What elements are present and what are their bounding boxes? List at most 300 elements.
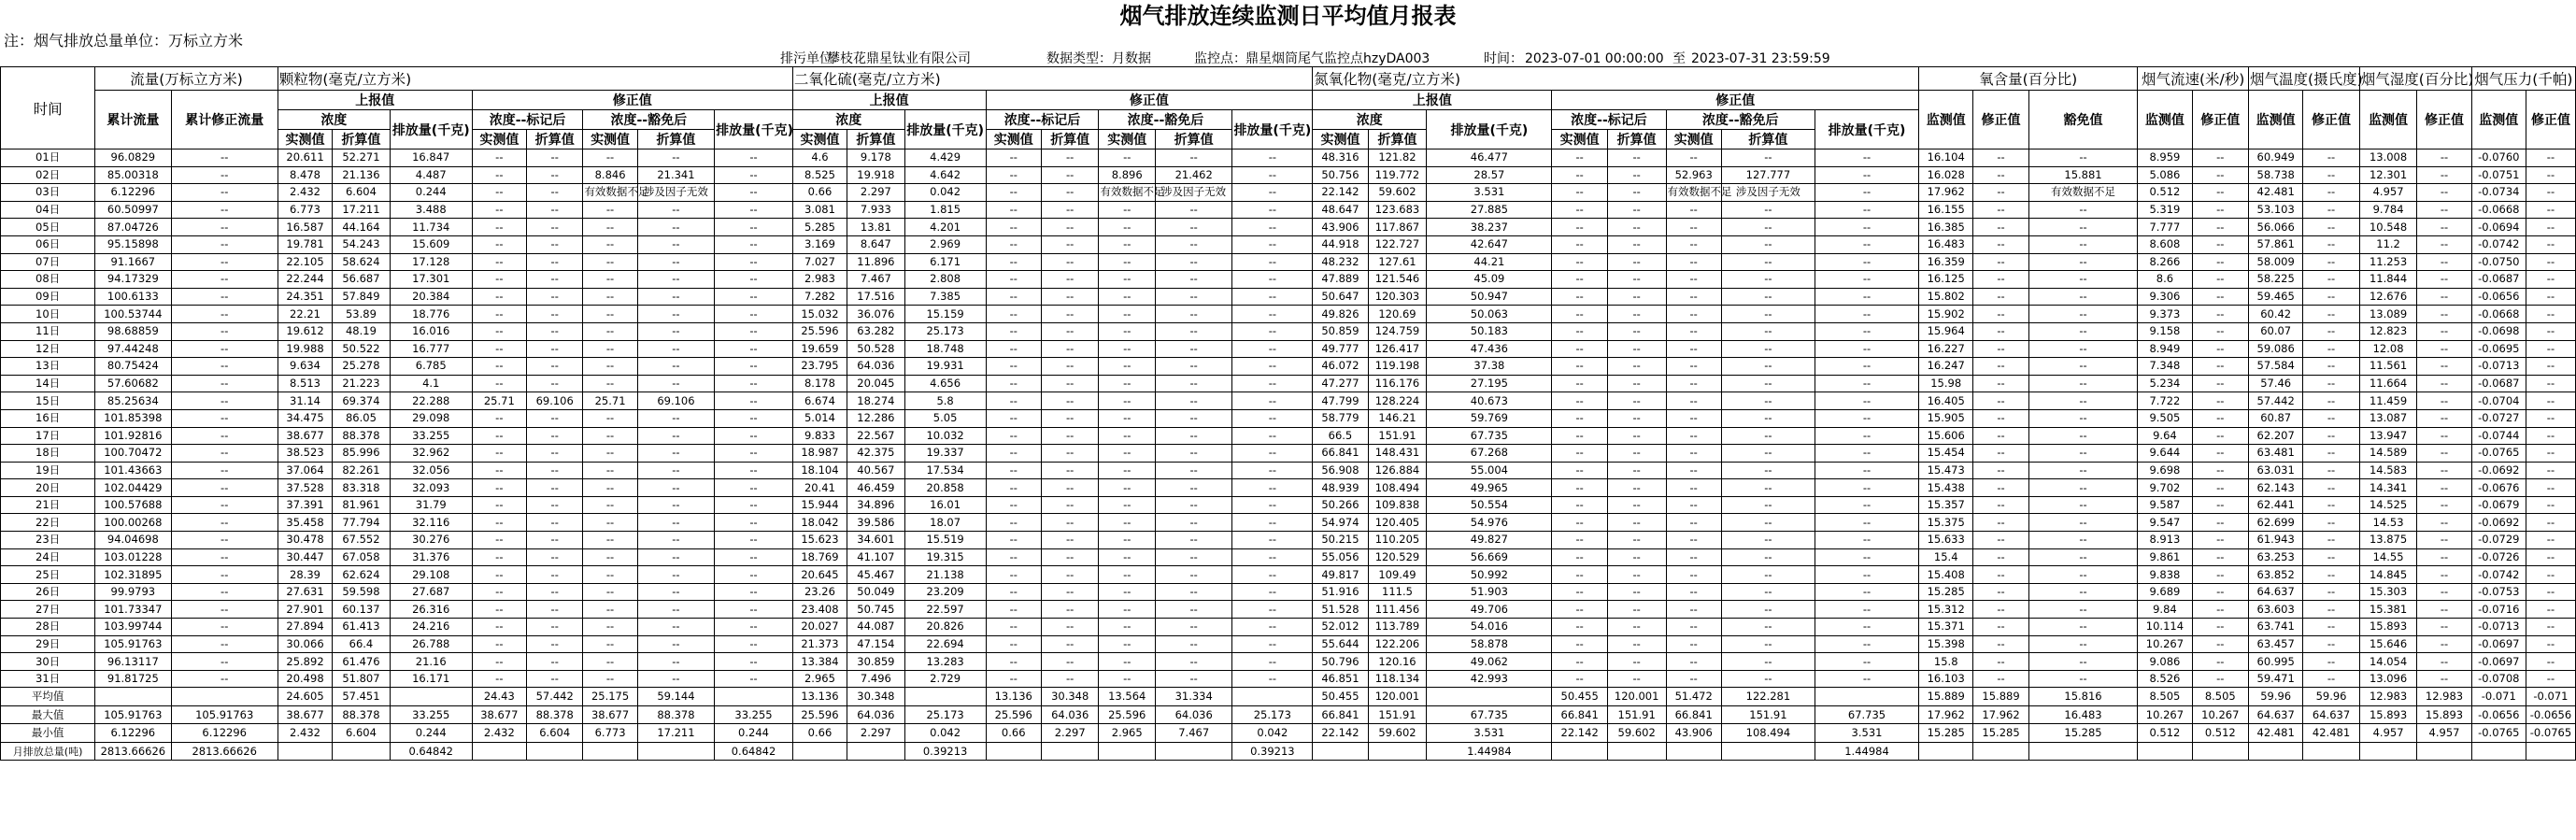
table-cell: --: [1815, 322, 1918, 340]
table-cell: 7.282: [792, 288, 847, 306]
row-label-cell: 04日: [1, 201, 95, 219]
table-cell: [171, 688, 278, 706]
table-cell: --: [171, 253, 278, 271]
table-cell: --: [637, 358, 714, 376]
table-cell: 58.009: [2249, 253, 2303, 271]
table-cell: 101.43663: [95, 462, 171, 479]
table-cell: --: [1232, 409, 1313, 427]
table-cell: --: [1552, 288, 1607, 306]
table-cell: 9.861: [2138, 548, 2192, 566]
table-cell: --: [1815, 235, 1918, 253]
table-cell: --: [1666, 583, 1721, 601]
table-cell: 80.75424: [95, 358, 171, 376]
so2-corrected-header: 修正值: [986, 91, 1313, 110]
table-cell: --: [715, 532, 793, 549]
table-cell: 32.962: [390, 445, 472, 463]
table-cell: 55.644: [1313, 635, 1368, 653]
table-cell: --: [2303, 601, 2359, 619]
table-cell: --: [2303, 219, 2359, 236]
table-cell: -0.0704: [2471, 392, 2526, 410]
table-cell: 38.237: [1427, 219, 1552, 236]
table-row: [1, 306, 2576, 323]
table-cell: --: [526, 166, 582, 184]
table-cell: --: [2526, 445, 2575, 463]
table-cell: 64.637: [2249, 583, 2303, 601]
table-cell: 77.794: [333, 514, 391, 532]
table-cell: --: [715, 619, 793, 636]
table-cell: --: [2417, 271, 2471, 289]
table-cell: --: [1666, 601, 1721, 619]
table-cell: 9.702: [2138, 479, 2192, 497]
table-cell: -0.0668: [2471, 306, 2526, 323]
table-cell: [1815, 688, 1918, 706]
row-label-cell: 最大值: [1, 705, 95, 724]
table-cell: --: [526, 514, 582, 532]
table-cell: --: [2028, 479, 2138, 497]
table-cell: --: [1099, 583, 1155, 601]
table-cell: --: [2526, 653, 2575, 671]
table-cell: 59.598: [333, 583, 391, 601]
table-cell: --: [2028, 201, 2138, 219]
table-cell: 52.963: [1666, 166, 1721, 184]
table-cell: --: [1041, 462, 1099, 479]
table-cell: 128.224: [1368, 392, 1427, 410]
table-cell: 121.82: [1368, 149, 1427, 167]
table-cell: 3.081: [792, 201, 847, 219]
table-cell: --: [583, 201, 637, 219]
table-cell: --: [1155, 427, 1231, 445]
row-label-cell: 31日: [1, 670, 95, 688]
table-cell: --: [526, 635, 582, 653]
table-cell: --: [1552, 583, 1607, 601]
table-cell: 18.748: [904, 340, 986, 358]
table-cell: --: [986, 201, 1041, 219]
table-cell: --: [637, 253, 714, 271]
table-cell: --: [2417, 184, 2471, 202]
table-cell: 25.596: [1099, 705, 1155, 724]
table-cell: 19.918: [847, 166, 905, 184]
table-cell: --: [583, 496, 637, 514]
table-row: [1, 462, 2576, 479]
table-cell: 91.1667: [95, 253, 171, 271]
table-cell: 5.014: [792, 409, 847, 427]
table-cell: --: [1973, 392, 2028, 410]
table-cell: --: [2303, 635, 2359, 653]
table-row: [1, 653, 2576, 671]
table-cell: 14.583: [2359, 462, 2417, 479]
row-label-cell: 26日: [1, 583, 95, 601]
table-cell: 20.611: [278, 149, 332, 167]
table-cell: --: [1099, 619, 1155, 636]
table-cell: --: [1815, 409, 1918, 427]
table-cell: 7.722: [2138, 392, 2192, 410]
table-cell: 67.268: [1427, 445, 1552, 463]
table-cell: --: [1155, 670, 1231, 688]
pressure-measured-header: 监测值: [2471, 91, 2526, 149]
table-cell: 15.438: [1919, 479, 1973, 497]
table-cell: --: [472, 322, 526, 340]
table-cell: [904, 688, 986, 706]
table-row: [1, 392, 2576, 410]
table-cell: 146.21: [1368, 409, 1427, 427]
table-cell: --: [1607, 601, 1666, 619]
table-cell: [1155, 742, 1231, 761]
table-cell: --: [1815, 253, 1918, 271]
table-cell: 120.405: [1368, 514, 1427, 532]
table-cell: --: [1041, 358, 1099, 376]
table-cell: --: [1232, 271, 1313, 289]
table-cell: 4.656: [904, 375, 986, 392]
table-cell: 15.285: [1973, 724, 2028, 743]
table-cell: [2359, 742, 2417, 761]
table-cell: 6.604: [526, 724, 582, 743]
table-cell: --: [472, 601, 526, 619]
table-cell: --: [2417, 583, 2471, 601]
table-cell: --: [2417, 235, 2471, 253]
table-cell: 12.983: [2417, 688, 2471, 706]
table-cell: 59.086: [2249, 340, 2303, 358]
table-cell: 22.288: [390, 392, 472, 410]
table-cell: 64.036: [847, 705, 905, 724]
temperature-header: 烟气温度(摄氏度): [2249, 67, 2360, 91]
table-cell: --: [2526, 548, 2575, 566]
table-cell: --: [1099, 392, 1155, 410]
table-cell: 6.12296: [95, 724, 171, 743]
table-cell: 119.198: [1368, 358, 1427, 376]
table-cell: --: [2417, 375, 2471, 392]
table-cell: --: [1552, 253, 1607, 271]
table-cell: --: [2192, 375, 2248, 392]
table-cell: --: [2303, 462, 2359, 479]
table-cell: --: [526, 496, 582, 514]
table-cell: 87.04726: [95, 219, 171, 236]
table-cell: --: [1155, 635, 1231, 653]
table-cell: 88.378: [637, 705, 714, 724]
table-cell: --: [1232, 340, 1313, 358]
table-cell: 51.903: [1427, 583, 1552, 601]
row-label-cell: 11日: [1, 322, 95, 340]
row-label-cell: 30日: [1, 653, 95, 671]
table-cell: 15.609: [390, 235, 472, 253]
table-cell: 2813.66626: [171, 742, 278, 761]
table-cell: 151.91: [1368, 427, 1427, 445]
table-cell: 4.6: [792, 149, 847, 167]
table-cell: -0.0656: [2526, 705, 2575, 724]
table-cell: --: [2417, 149, 2471, 167]
table-cell: --: [1155, 219, 1231, 236]
table-cell: 42.993: [1427, 670, 1552, 688]
table-cell: --: [1666, 253, 1721, 271]
table-cell: --: [2417, 253, 2471, 271]
table-cell: --: [2303, 375, 2359, 392]
humidity-corrected-header: 修正值: [2417, 91, 2471, 149]
table-cell: --: [1232, 392, 1313, 410]
table-cell: --: [2028, 427, 2138, 445]
table-cell: --: [2192, 271, 2248, 289]
table-cell: 6.171: [904, 253, 986, 271]
table-cell: 118.134: [1368, 670, 1427, 688]
table-cell: 15.285: [2028, 724, 2138, 743]
table-cell: --: [2303, 166, 2359, 184]
table-cell: --: [2303, 653, 2359, 671]
row-label-cell: 21日: [1, 496, 95, 514]
table-cell: -0.0679: [2471, 496, 2526, 514]
table-cell: 16.247: [1919, 358, 1973, 376]
table-cell: --: [526, 340, 582, 358]
row-label-cell: 最小值: [1, 724, 95, 743]
table-cell: 9.634: [278, 358, 332, 376]
so2-reported-header: 上报值: [792, 91, 986, 110]
table-cell: --: [1041, 235, 1099, 253]
table-cell: -0.0765: [2471, 724, 2526, 743]
table-cell: --: [1041, 635, 1099, 653]
table-cell: --: [1815, 619, 1918, 636]
table-cell: --: [171, 392, 278, 410]
table-cell: 8.505: [2138, 688, 2192, 706]
table-cell: --: [986, 462, 1041, 479]
table-cell: --: [1552, 653, 1607, 671]
table-cell: 33.255: [715, 705, 793, 724]
table-cell: 4.642: [904, 166, 986, 184]
table-cell: 96.0829: [95, 149, 171, 167]
table-cell: 17.301: [390, 271, 472, 289]
table-cell: --: [637, 462, 714, 479]
table-cell: 57.584: [2249, 358, 2303, 376]
table-cell: --: [2526, 375, 2575, 392]
report-title: 烟气排放连续监测日平均值月报表: [1119, 3, 1457, 29]
table-cell: 63.852: [2249, 566, 2303, 584]
table-cell: --: [583, 149, 637, 167]
table-cell: --: [2192, 670, 2248, 688]
table-cell: --: [637, 619, 714, 636]
table-cell: 16.103: [1919, 670, 1973, 688]
table-cell: --: [1607, 288, 1666, 306]
table-cell: 16.847: [390, 149, 472, 167]
table-cell: --: [1666, 496, 1721, 514]
table-cell: 7.385: [904, 288, 986, 306]
table-cell: 44.087: [847, 619, 905, 636]
table-cell: -0.0695: [2471, 340, 2526, 358]
table-cell: 15.646: [2359, 635, 2417, 653]
table-cell: 24.605: [278, 688, 332, 706]
table-cell: --: [1099, 375, 1155, 392]
table-cell: --: [2192, 601, 2248, 619]
table-cell: --: [715, 601, 793, 619]
table-cell: -0.071: [2526, 688, 2575, 706]
table-cell: 2.432: [278, 184, 332, 202]
table-cell: 13.384: [792, 653, 847, 671]
table-cell: --: [1099, 340, 1155, 358]
table-cell: --: [526, 184, 582, 202]
table-cell: 111.456: [1368, 601, 1427, 619]
table-cell: 47.277: [1313, 375, 1368, 392]
table-cell: --: [472, 479, 526, 497]
table-cell: 49.062: [1427, 653, 1552, 671]
row-label-cell: 05日: [1, 219, 95, 236]
table-cell: 67.735: [1427, 705, 1552, 724]
table-cell: --: [2526, 496, 2575, 514]
table-cell: 66.5: [1313, 427, 1368, 445]
table-cell: --: [637, 653, 714, 671]
table-cell: 48.939: [1313, 479, 1368, 497]
table-cell: 67.735: [1427, 427, 1552, 445]
table-cell: 8.266: [2138, 253, 2192, 271]
table-cell: 14.589: [2359, 445, 2417, 463]
table-cell: 34.896: [847, 496, 905, 514]
table-cell: --: [986, 427, 1041, 445]
table-cell: 42.481: [2249, 724, 2303, 743]
table-cell: 37.391: [278, 496, 332, 514]
table-cell: -0.0716: [2471, 601, 2526, 619]
table-cell: 53.89: [333, 306, 391, 323]
table-cell: 109.49: [1368, 566, 1427, 584]
table-cell: --: [2526, 149, 2575, 167]
table-cell: 2.432: [472, 724, 526, 743]
table-cell: --: [1552, 635, 1607, 653]
table-cell: --: [1552, 166, 1607, 184]
table-cell: 3.488: [390, 201, 472, 219]
table-cell: --: [1552, 566, 1607, 584]
table-cell: --: [583, 635, 637, 653]
table-cell: --: [1607, 253, 1666, 271]
table-cell: --: [472, 548, 526, 566]
table-cell: 19.931: [904, 358, 986, 376]
table-cell: 15.893: [2359, 619, 2417, 636]
table-cell: --: [2192, 166, 2248, 184]
table-cell: 55.056: [1313, 548, 1368, 566]
table-cell: --: [2526, 532, 2575, 549]
table-cell: 110.205: [1368, 532, 1427, 549]
table-cell: -0.0765: [2526, 724, 2575, 743]
table-cell: 19.659: [792, 340, 847, 358]
table-cell: --: [2192, 219, 2248, 236]
table-cell: 63.603: [2249, 601, 2303, 619]
table-cell: --: [1973, 532, 2028, 549]
table-cell: 7.348: [2138, 358, 2192, 376]
table-cell: 50.947: [1427, 288, 1552, 306]
table-cell: 50.049: [847, 583, 905, 601]
table-cell: --: [986, 271, 1041, 289]
table-cell: --: [2303, 548, 2359, 566]
table-cell: --: [1721, 201, 1815, 219]
table-cell: 30.348: [847, 688, 905, 706]
table-cell: 45.467: [847, 566, 905, 584]
table-cell: 9.833: [792, 427, 847, 445]
row-label-cell: 28日: [1, 619, 95, 636]
table-cell: --: [2526, 409, 2575, 427]
table-cell: 50.647: [1313, 288, 1368, 306]
table-cell: 126.884: [1368, 462, 1427, 479]
table-cell: 46.477: [1427, 149, 1552, 167]
table-cell: --: [1607, 653, 1666, 671]
table-cell: --: [1099, 670, 1155, 688]
table-cell: --: [1155, 306, 1231, 323]
table-cell: 有效数据不足: [583, 184, 637, 202]
table-cell: 64.637: [2249, 705, 2303, 724]
table-cell: 10.114: [2138, 619, 2192, 636]
table-cell: 61.943: [2249, 532, 2303, 549]
table-cell: 42.481: [2249, 184, 2303, 202]
table-cell: --: [2526, 340, 2575, 358]
table-cell: 15.905: [1919, 409, 1973, 427]
table-cell: --: [1155, 653, 1231, 671]
table-cell: --: [2028, 322, 2138, 340]
table-cell: 19.337: [904, 445, 986, 463]
table-cell: 58.779: [1313, 409, 1368, 427]
pm-exempt-measured-header: 实测值: [583, 130, 637, 149]
table-cell: 62.441: [2249, 496, 2303, 514]
table-cell: --: [171, 219, 278, 236]
table-cell: --: [1155, 149, 1231, 167]
table-cell: --: [472, 635, 526, 653]
table-cell: 57.442: [526, 688, 582, 706]
table-cell: -0.0713: [2471, 619, 2526, 636]
table-cell: 18.776: [390, 306, 472, 323]
table-cell: 25.278: [333, 358, 391, 376]
table-cell: --: [526, 479, 582, 497]
table-cell: 15.816: [2028, 688, 2138, 706]
table-cell: --: [2417, 514, 2471, 532]
table-cell: --: [583, 583, 637, 601]
table-cell: 30.859: [847, 653, 905, 671]
nox-measured-header: 实测值: [1313, 130, 1368, 149]
table-cell: 0.39213: [904, 742, 986, 761]
table-cell: 16.227: [1919, 340, 1973, 358]
table-cell: --: [1232, 253, 1313, 271]
table-cell: --: [1666, 566, 1721, 584]
table-cell: 15.944: [792, 496, 847, 514]
table-cell: --: [1232, 375, 1313, 392]
table-cell: --: [637, 514, 714, 532]
table-cell: --: [2192, 340, 2248, 358]
table-cell: --: [1721, 375, 1815, 392]
table-cell: 15.357: [1919, 496, 1973, 514]
table-cell: --: [1815, 462, 1918, 479]
table-cell: --: [1155, 358, 1231, 376]
temperature-corrected-header: 修正值: [2303, 91, 2359, 149]
summary-row: [1, 705, 2576, 724]
table-cell: --: [1041, 201, 1099, 219]
table-cell: --: [1041, 392, 1099, 410]
table-cell: -0.0694: [2471, 219, 2526, 236]
table-cell: 9.644: [2138, 445, 2192, 463]
table-cell: 15.381: [2359, 601, 2417, 619]
table-cell: --: [1155, 340, 1231, 358]
table-cell: --: [2303, 271, 2359, 289]
table-cell: --: [1973, 514, 2028, 532]
table-cell: --: [1666, 532, 1721, 549]
table-cell: --: [583, 322, 637, 340]
table-cell: --: [2028, 635, 2138, 653]
table-cell: --: [637, 496, 714, 514]
table-cell: --: [1721, 462, 1815, 479]
table-cell: --: [526, 566, 582, 584]
table-cell: 21.373: [792, 635, 847, 653]
table-cell: --: [1552, 322, 1607, 340]
so2-header: 二氧化硫(毫克/立方米): [792, 67, 1312, 91]
row-label-cell: 27日: [1, 601, 95, 619]
table-cell: -0.0687: [2471, 271, 2526, 289]
nox-conc-exempt-header: 浓度--豁免后: [1666, 110, 1815, 130]
table-cell: --: [1041, 409, 1099, 427]
table-cell: --: [986, 288, 1041, 306]
table-cell: --: [1721, 514, 1815, 532]
row-label-cell: 平均值: [1, 688, 95, 706]
table-cell: 6.674: [792, 392, 847, 410]
table-cell: --: [986, 340, 1041, 358]
table-cell: --: [1155, 514, 1231, 532]
table-cell: --: [1155, 566, 1231, 584]
